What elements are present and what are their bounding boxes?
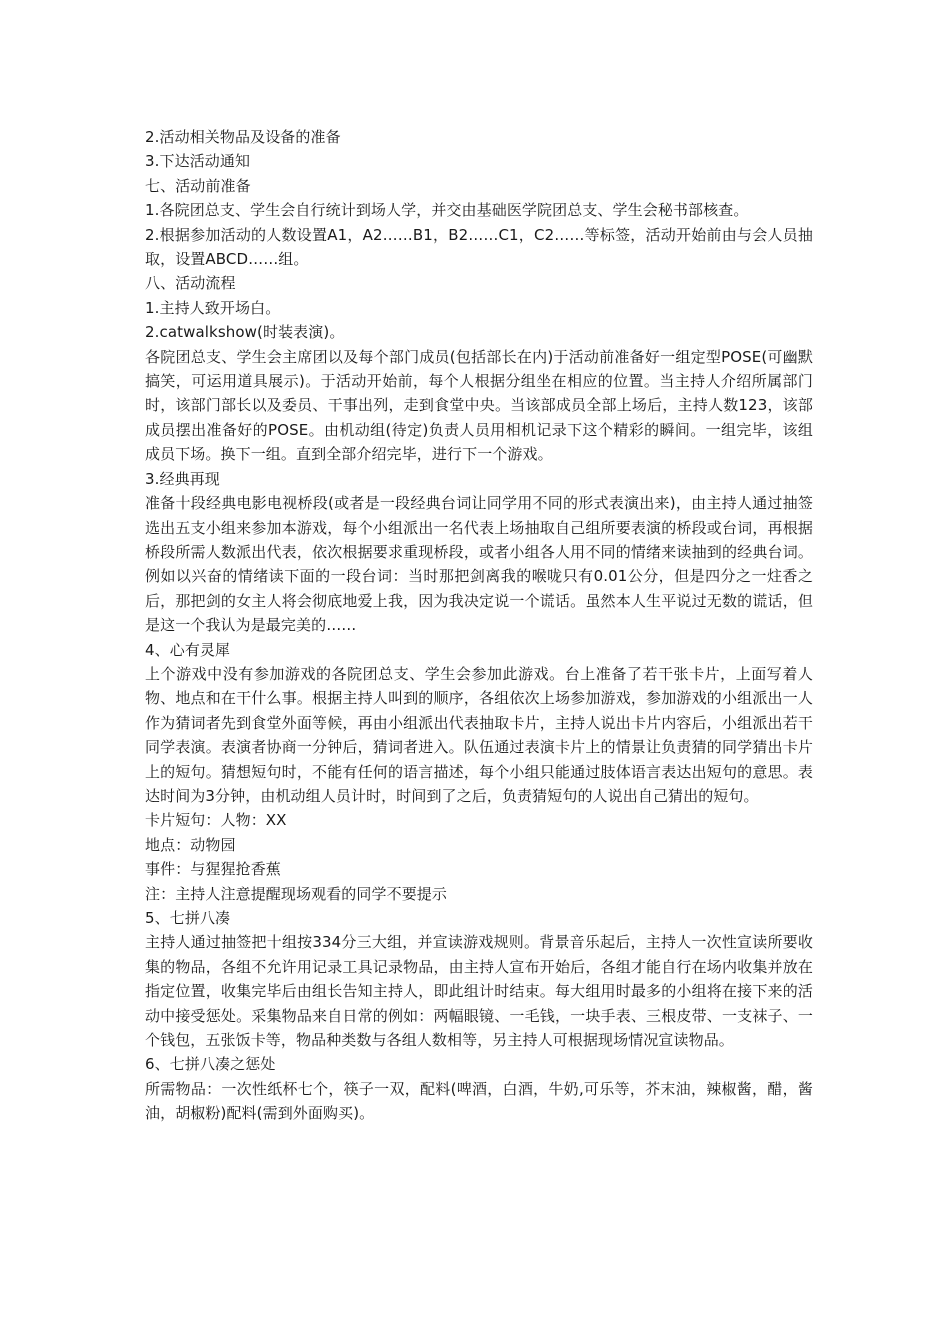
item-opening-speech: 1.主持人致开场白。: [145, 298, 281, 317]
card-phrase-place: 地点：动物园: [145, 835, 236, 854]
item-telepathy-heading: 4、心有灵犀: [145, 640, 231, 659]
document-body: [145, 125, 813, 1126]
item-penalty-heading: 6、七拼八凑之惩处: [145, 1055, 276, 1074]
host-note: 注：主持人注意提醒现场观看的同学不要提示: [145, 884, 448, 903]
item-prepare-equipment: 2.活动相关物品及设备的准备: [145, 128, 341, 146]
telepathy-description: 上个游戏中没有参加游戏的各院团总支、学生会参加此游戏。台上准备了若干张卡片，上面写着人物、地点和在干什么事。根据主持人叫到的顺序，各组依次上场参加游戏，参加游戏的小组派出一人作为猜词者先到食堂外面等候，再由小组派出代表抽取卡片，主持人说出卡片内容后，小组派出若干同学表演。表演者协商一分钟后，猜词者进入。队伍通过表演卡片上的情景让负责猜的同学猜出卡片上的短句。猜想短句时，不能有任何的语言描述，每个小组只能通过肢体语言表达出短句的意思。表达时间为3分钟，由机动组人员计时，时间到了之后，负责猜短句的人说出自己猜出的短句。: [145, 664, 813, 805]
item-headcount: 1.各院团总支、学生会自行统计到场人学，并交由基础医学院团总支、学生会秘书部核查。: [145, 201, 749, 220]
classic-replay-description: 准备十段经典电影电视桥段(或者是一段经典台词让同学用不同的形式表演出来)，由主持人通过抽签选出五支小组来参加本游戏，每个小组派出一名代表上场抽取自己组所要表演的桥段或台词，再根据桥段所需人数派出代表，依次根据要求重现桥段，或者小组各人用不同的情绪来读抽到的经典台词。例如以兴奋的情绪读下面的一段台词：当时那把剑离我的喉咙只有0.01公分，但是四分之一炷香之后，那把剑的女主人将会彻底地爱上我，因为我决定说一个谎话。虽然本人生平说过无数的谎话，但是这一个我认为是最完美的……: [145, 494, 813, 635]
section-heading-process: 八、活动流程: [145, 274, 236, 293]
item-labels: 2.根据参加活动的人数设置A1，A2……B1，B2……C1，C2……等标签，活动开始前由与会人员抽取，设置ABCD……组。: [145, 225, 813, 269]
catwalk-description: 各院团总支、学生会主席团以及每个部门成员(包括部长在内)于活动前准备好一组定型POSE(可幽默搞笑，可运用道具展示)。于活动开始前，每个人根据分组坐在相应的位置。当主持人介绍所属部门时，该部门部长以及委员、干事出列，走到食堂中央。当该部成员全部上场后，主持人数123，该部成员摆出准备好的POSE。由机动组(待定)负责人员用相机记录下这个精彩的瞬间。一组完毕，该组成员下场。换下一组。直到全部介绍完毕，进行下一个游戏。: [145, 347, 813, 464]
item-issue-notice: 3.下达活动通知: [145, 152, 251, 171]
section-heading-pre-activity: 七、活动前准备: [145, 176, 251, 195]
item-scavenger-heading: 5、七拼八凑: [145, 909, 231, 927]
card-phrase-event: 事件：与猩猩抢香蕉: [145, 860, 281, 879]
card-phrase-person: 卡片短句：人物：XX: [145, 811, 287, 830]
item-classic-replay-heading: 3.经典再现: [145, 469, 220, 488]
scavenger-description: 主持人通过抽签把十组按334分三大组，并宣读游戏规则。背景音乐起后，主持人一次性宣读所要收集的物品，各组不允许用记录工具记录物品，由主持人宣布开始后，各组才能自行在场内收集并放在指定位置，收集完毕后由组长告知主持人，即此组计时结束。每大组用时最多的小组将在接下来的活动中接受惩处。采集物品来自日常的例如：两幅眼镜、一毛钱，一块手表、三根皮带、一支袜子、一个钱包，五张饭卡等，物品种类数与各组人数相等，另主持人可根据现场情况宣读物品。: [145, 933, 813, 1050]
item-catwalk-heading: 2.catwalkshow(时装表演)。: [145, 323, 345, 342]
penalty-materials: 所需物品：一次性纸杯七个，筷子一双，配料(啤酒，白酒，牛奶,可乐等，芥末油，辣椒酱，醋，酱油，胡椒粉)配料(需到外面购买)。: [145, 1079, 813, 1123]
